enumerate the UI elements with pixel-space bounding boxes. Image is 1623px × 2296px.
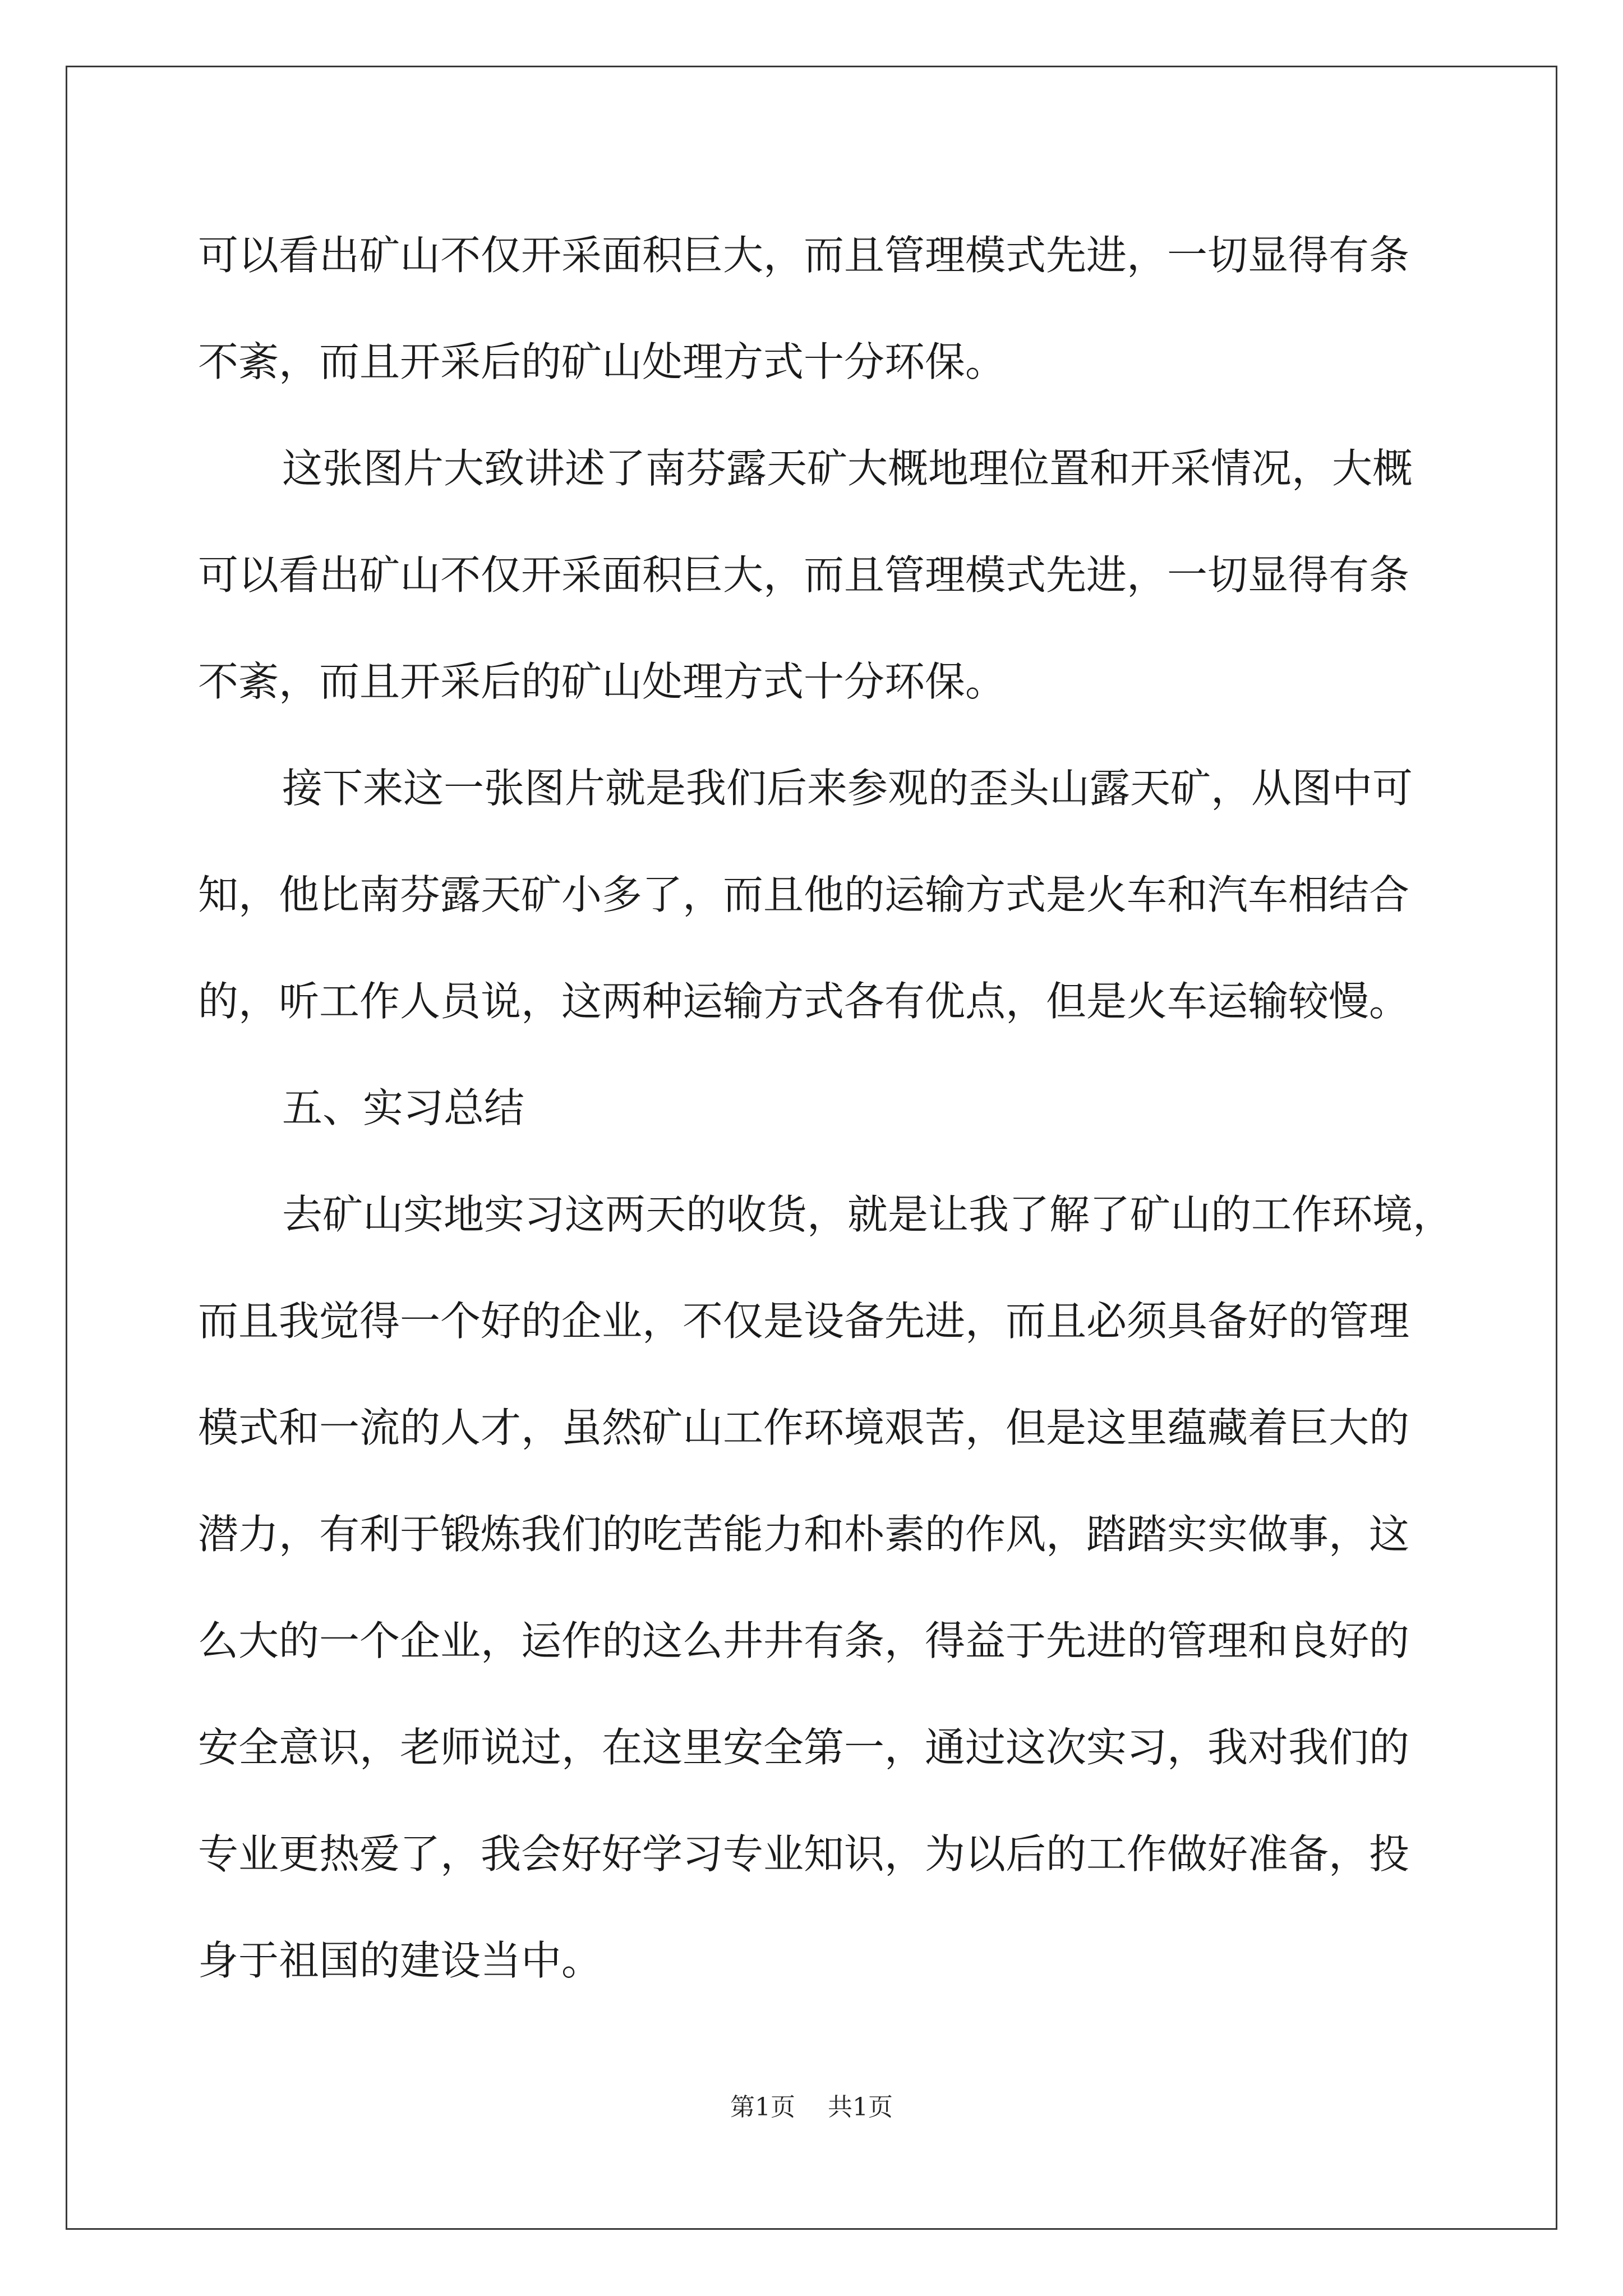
text-line: 专业更热爱了，我会好好学习专业知识，为以后的工作做好准备，投 — [198, 1830, 1410, 1878]
text-line: 的，听工作人员说，这两种运输方式各有优点，但是火车运输较慢。 — [198, 978, 1410, 1025]
text-line: 么大的一个企业，运作的这么井井有条，得益于先进的管理和良好的 — [198, 1617, 1410, 1664]
text-line: 不紊，而且开采后的矿山处理方式十分环保。 — [198, 338, 1006, 385]
text-line: 不紊，而且开采后的矿山处理方式十分环保。 — [198, 658, 1006, 705]
text-line: 这张图片大致讲述了南芬露天矿大概地理位置和开采情况，大概 — [282, 445, 1413, 492]
text-line: 而且我觉得一个好的企业，不仅是设备先进，而且必须具备好的管理 — [198, 1297, 1410, 1345]
document-body — [198, 213, 1454, 2025]
text-line: 模式和一流的人才，虽然矿山工作环境艰苦，但是这里蕴藏着巨大的 — [198, 1404, 1410, 1451]
text-line: 去矿山实地实习这两天的收货，就是让我了解了矿山的工作环境， — [282, 1191, 1454, 1238]
text-line: 安全意识，老师说过，在这里安全第一，通过这次实习，我对我们的 — [198, 1724, 1410, 1771]
section-heading: 五、实习总结 — [282, 1084, 525, 1131]
text-line: 接下来这一张图片就是我们后来参观的歪头山露天矿，从图中可 — [282, 765, 1413, 812]
page-number-current: 第1页 — [730, 2093, 795, 2122]
text-line: 知，他比南芬露天矿小多了，而且他的运输方式是火车和汽车相结合 — [198, 871, 1410, 918]
page-number-total: 共1页 — [828, 2093, 893, 2122]
page-footer — [0, 2087, 1623, 2123]
text-line: 潜力，有利于锻炼我们的吃苦能力和朴素的作风，踏踏实实做事，这 — [198, 1511, 1410, 1558]
text-line: 可以看出矿山不仅开采面积巨大，而且管理模式先进，一切显得有条 — [198, 232, 1410, 279]
text-line: 身于祖国的建设当中。 — [198, 1937, 602, 1984]
text-line: 可以看出矿山不仅开采面积巨大，而且管理模式先进，一切显得有条 — [198, 551, 1410, 599]
